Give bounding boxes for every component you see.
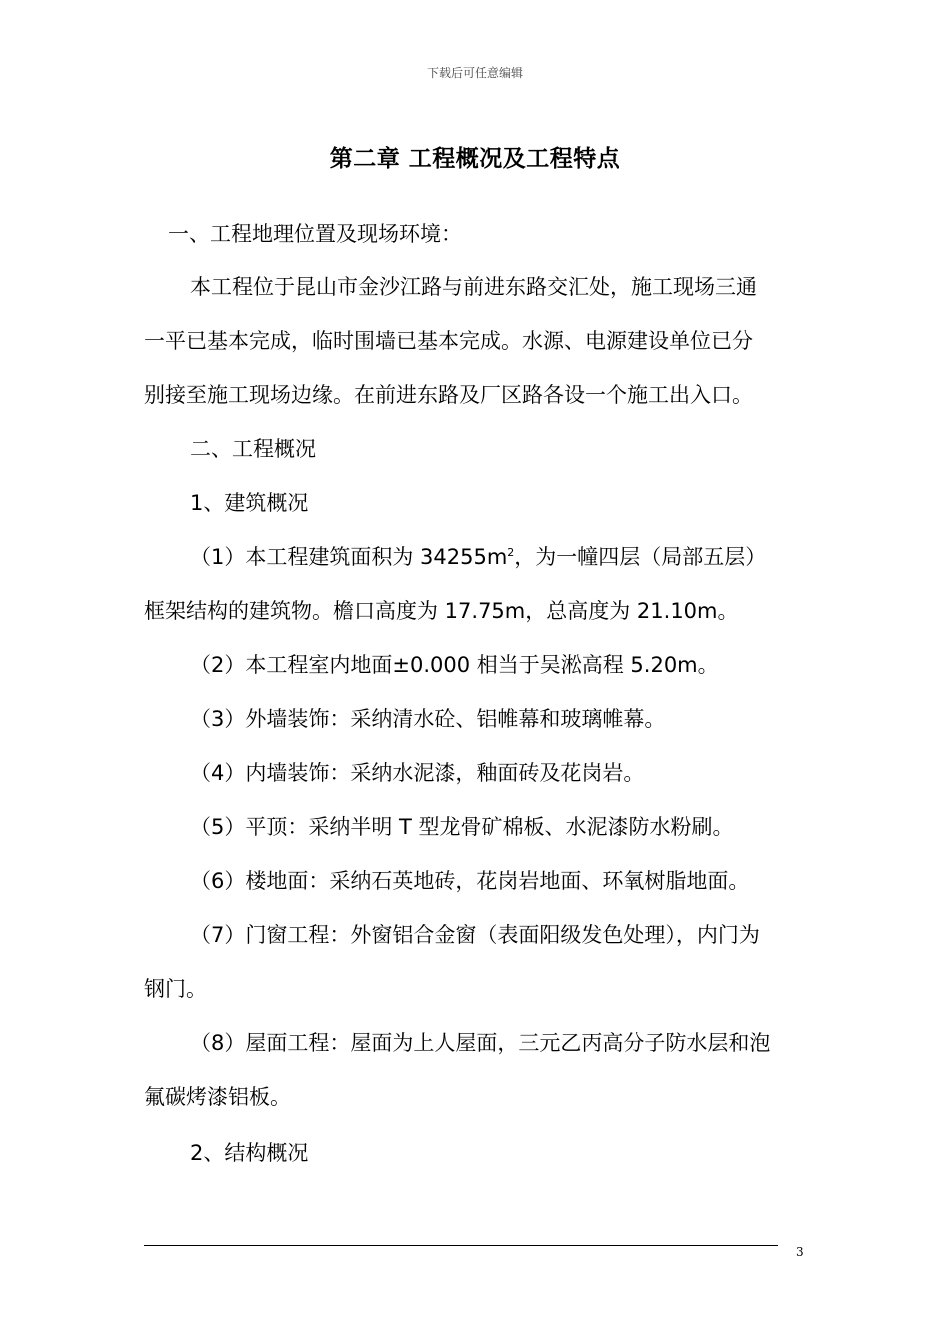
section-heading-overview: 二、工程概况 [190, 437, 316, 461]
list-item-1-text-after: ，为一幢四层（局部五层） [514, 545, 767, 569]
subsection-heading-structure: 2、结构概况 [190, 1141, 309, 1165]
list-item-6: （6）楼地面：采纳石英地砖，花岗岩地面、环氧树脂地面。 [190, 869, 750, 893]
paragraph-line-3: 别接至施工现场边缘。在前进东路及厂区路各设一个施工出入口。 [144, 383, 753, 407]
list-item-8-line-1: （8）屋面工程：屋面为上人屋面，三元乙丙高分子防水层和泡 [190, 1031, 771, 1055]
superscript-2: 2 [507, 546, 515, 559]
list-item-7-line-1: （7）门窗工程：外窗铝合金窗（表面阳级发色处理），内门为 [190, 923, 760, 947]
paragraph-line-1: 本工程位于昆山市金沙江路与前进东路交汇处，施工现场三通 [190, 275, 757, 299]
list-item-4: （4）内墙装饰：采纳水泥漆，釉面砖及花岗岩。 [190, 761, 645, 785]
list-item-1-line-2: 框架结构的建筑物。檐口高度为 17.75m，总高度为 21.10m。 [144, 599, 739, 623]
list-item-1-line-1 [190, 541, 766, 573]
header-note: 下载后可任意编辑 [426, 66, 523, 80]
chapter-title: 第二章 工程概况及工程特点 [329, 146, 621, 172]
footer-rule [144, 1245, 778, 1246]
list-item-2: （2）本工程室内地面±0.000 相当于吴淞高程 5.20m。 [190, 653, 719, 677]
subsection-heading-architecture: 1、建筑概况 [190, 491, 309, 515]
list-item-3: （3）外墙装饰：采纳清水砼、铝帷幕和玻璃帷幕。 [190, 707, 666, 731]
list-item-1-text-before: （1）本工程建筑面积为 34255m [190, 545, 508, 569]
list-item-8-line-2: 氟碳烤漆铝板。 [144, 1085, 291, 1109]
page-number: 3 [796, 1245, 804, 1259]
list-item-5: （5）平顶：采纳半明 T 型龙骨矿棉板、水泥漆防水粉刷。 [190, 815, 734, 839]
section-heading-location: 一、工程地理位置及现场环境： [168, 222, 462, 246]
list-item-7-line-2: 钢门。 [144, 977, 207, 1001]
paragraph-line-2: 一平已基本完成，临时围墙已基本完成。水源、电源建设单位已分 [144, 329, 753, 353]
